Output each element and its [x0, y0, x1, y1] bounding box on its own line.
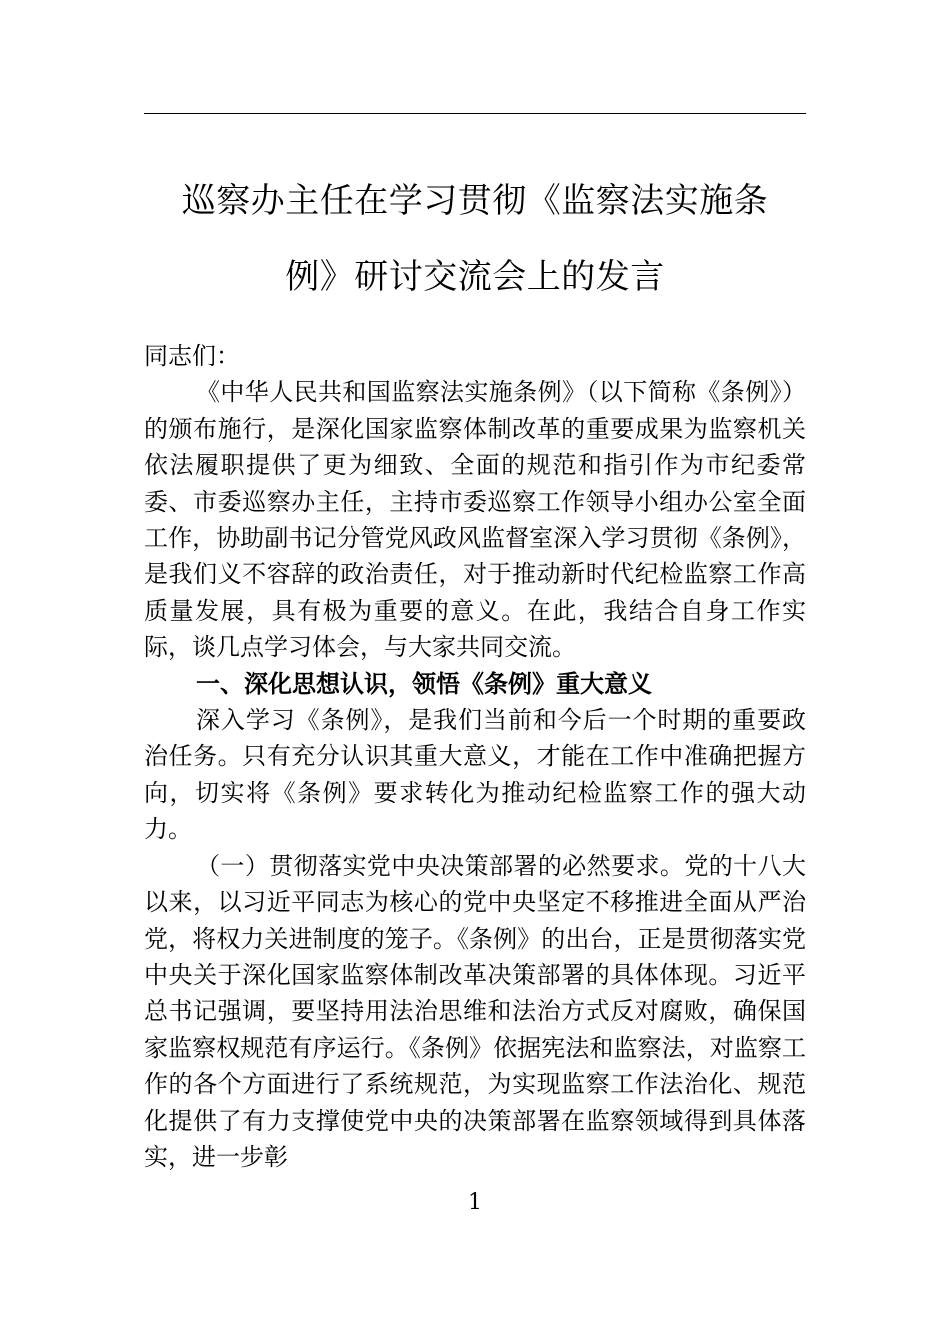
- title-line-1: 巡察办主任在学习贯彻《监察法实施条: [181, 181, 769, 221]
- page-number: 1: [468, 1190, 482, 1215]
- paragraph-subsection-1: （一）贯彻落实党中央决策部署的必然要求。党的十八大以来，以习近平同志为核心的党中央坚定不移推进全面从严治党，将权力关进制度的笼子。《条例》的出台，正是贯彻落实党中央关于深化国家监察体制改革决策部署的具体体现。习近平总书记强调，要坚持用法治思维和法治方式反对腐败，确保国家监察权规范有序运行。《条例》依据宪法和监察法，对监察工作的各个方面进行了系统规范，为实现监察工作法治化、规范化提供了有力支撑使党中央的决策部署在监察领域得到具体落实，进一步彰: [144, 851, 806, 1171]
- document-body: [144, 338, 806, 1175]
- section-heading-1: 一、深化思想认识，领悟《条例》重大意义: [196, 669, 652, 698]
- salutation: 同志们：: [144, 342, 240, 370]
- paragraph-intro: 《中华人民共和国监察法实施条例》（以下简称《条例》）的颁布施行，是深化国家监察体制改革的重要成果为监察机关依法履职提供了更为细致、全面的规范和指引作为市纪委常委、市委巡察办主任，主持市委巡察工作领导小组办公室全面工作，协助副书记分管党风政风监督室深入学习贯彻《条例》，是我们义不容辞的政治责任，对于推动新时代纪检监察工作高质量发展，具有极为重要的意义。在此，我结合自身工作实际，谈几点学习体会，与大家共同交流。: [144, 378, 806, 662]
- title-line-2: 例》研讨交流会上的发言: [285, 257, 665, 297]
- document-title: [144, 163, 806, 315]
- paragraph-section-1: 深入学习《条例》，是我们当前和今后一个时期的重要政治任务。只有充分认识其重大意义，才能在工作中准确把握方向，切实将《条例》要求转化为推动纪检监察工作的强大动力。: [144, 706, 806, 844]
- header-rule: [144, 113, 806, 114]
